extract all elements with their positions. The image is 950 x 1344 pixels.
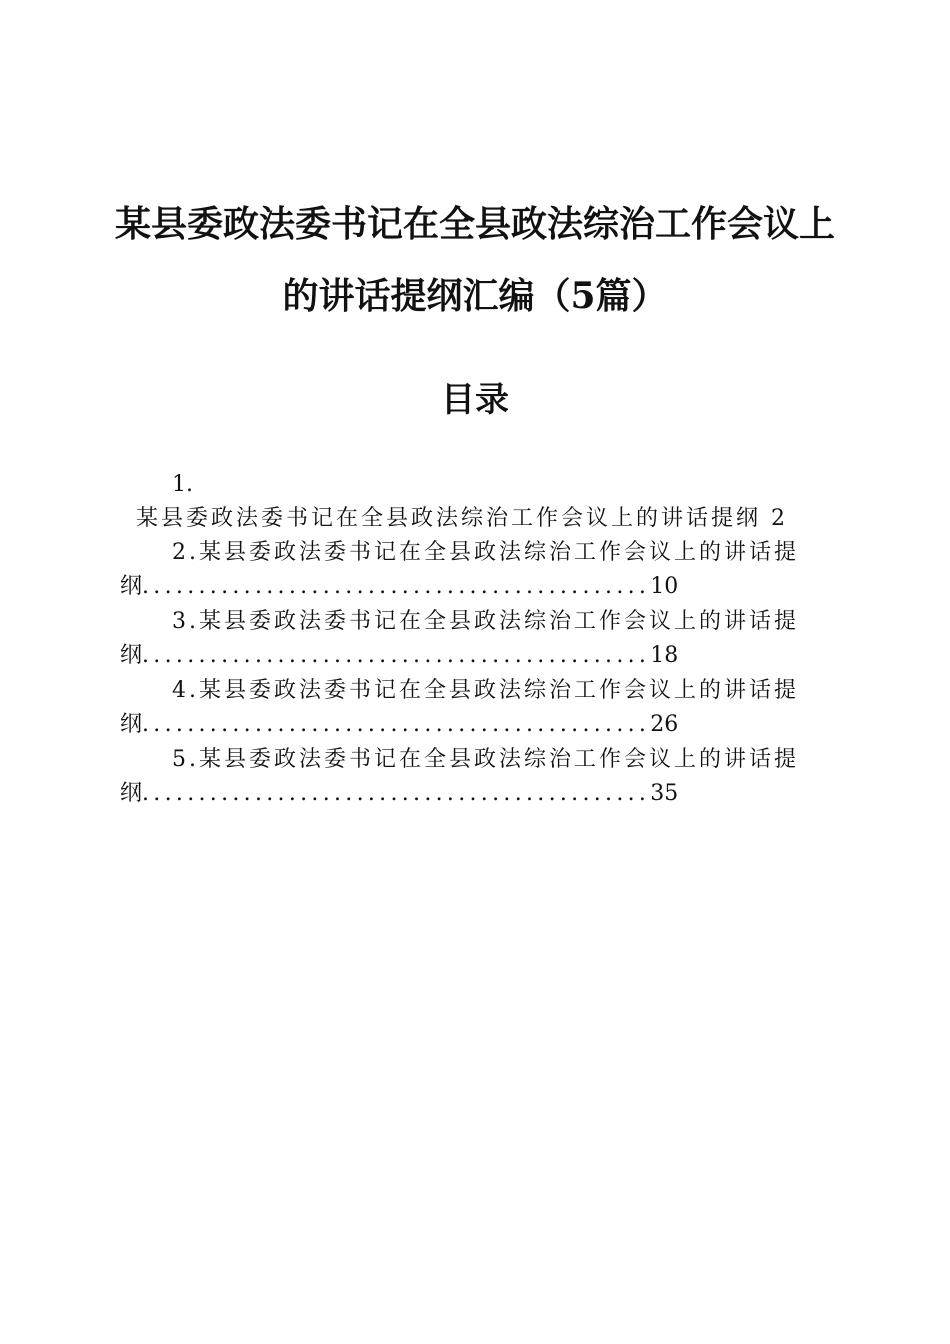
toc-heading: 目录: [441, 380, 509, 420]
toc-entry3-leader: .............................................: [142, 643, 651, 668]
toc-entry2-line2[interactable]: [120, 572, 678, 602]
toc-entry1-number[interactable]: 1.: [172, 472, 193, 497]
document-title-line1: 某县委政法委书记在全县政法综治工作会议上: [114, 203, 835, 245]
toc-entry2-line1[interactable]: 2.某县委政法委书记在全县政法综治工作会议上的讲话提: [172, 540, 799, 565]
toc-entry3-prefix: 纲: [120, 643, 143, 668]
toc-entry4-line2[interactable]: [120, 710, 678, 740]
toc-entry3-line2[interactable]: [120, 641, 678, 671]
toc-entry3-page: 18: [650, 643, 679, 668]
toc-entry2-prefix: 纲: [120, 574, 143, 599]
toc-entry4-line1[interactable]: 4.某县委政法委书记在全县政法综治工作会议上的讲话提: [172, 678, 799, 703]
toc-entry4-leader: .............................................: [142, 712, 651, 737]
toc-entry1-page: 2: [771, 506, 786, 531]
toc-entry5-leader: .............................................: [142, 781, 651, 806]
toc-entry1[interactable]: [136, 504, 785, 534]
toc-entry2-page: 10: [650, 574, 679, 599]
toc-entry2-leader: .............................................: [142, 574, 651, 599]
toc-entry5-line2[interactable]: [120, 779, 678, 809]
toc-entry3-line1[interactable]: 3.某县委政法委书记在全县政法综治工作会议上的讲话提: [172, 609, 799, 634]
toc-entry5-line1[interactable]: 5.某县委政法委书记在全县政法综治工作会议上的讲话提: [172, 747, 799, 772]
toc-entry5-prefix: 纲: [120, 781, 143, 806]
toc-entry4-page: 26: [650, 712, 679, 737]
toc-entry5-page: 35: [650, 781, 679, 806]
document-title-line2: 的讲话提纲汇编（5篇）: [282, 275, 668, 317]
toc-entry1-text: 某县委政法委书记在全县政法综治工作会议上的讲话提纲: [136, 506, 762, 531]
toc-entry4-prefix: 纲: [120, 712, 143, 737]
